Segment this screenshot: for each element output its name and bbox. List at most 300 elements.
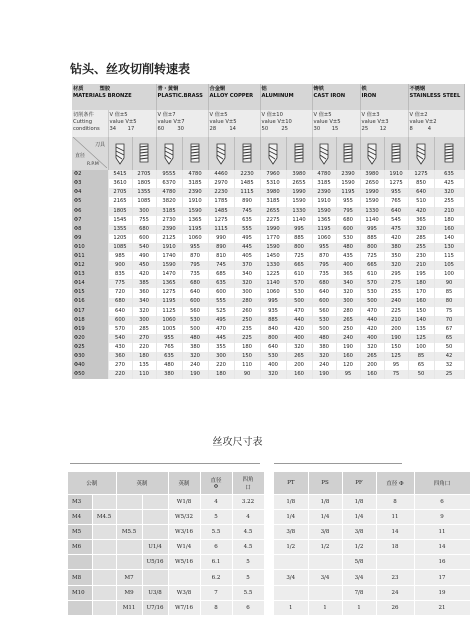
rpm-cell: 350 <box>384 252 408 261</box>
tap-row <box>68 524 264 539</box>
material-label-en: IRON <box>361 92 377 99</box>
diameter-cell: Φ17 <box>72 307 108 316</box>
diameter-cell: Φ18 <box>72 316 108 325</box>
tap-cell: M9 <box>116 585 142 600</box>
rpm-cell: 85 <box>434 288 464 297</box>
rpm-cell: 735 <box>182 270 208 279</box>
rpm-cell: 2650 <box>360 179 384 188</box>
tap-cell: 14 <box>414 540 470 555</box>
rpm-cell: 570 <box>108 325 132 334</box>
rpm-cell: 600 <box>312 298 336 307</box>
material-label-en: STAINLESS STEEL <box>409 92 461 99</box>
rpm-cell: 125 <box>384 352 408 361</box>
rpm-cell: 445 <box>234 243 260 252</box>
diameter-cell: Φ30 <box>72 352 108 361</box>
rpm-cell: 120 <box>336 361 360 370</box>
tap-cell: 11 <box>414 524 470 539</box>
tap-cell <box>92 540 116 555</box>
rpm-cell: 810 <box>208 252 234 261</box>
rpm-cell: 240 <box>312 361 336 370</box>
tap-cell: 7 <box>200 585 232 600</box>
rpm-cell: 280 <box>336 307 360 316</box>
cutting-conditions-label: 切削条件 Cutting conditions <box>72 110 108 137</box>
tap-cell <box>92 570 116 585</box>
rpm-cell: 500 <box>360 298 384 307</box>
tap-icon <box>442 142 456 166</box>
tap-cell: 3/8 <box>342 524 376 539</box>
tap-cell: 1/8 <box>342 494 376 509</box>
tap-cell: U1/4 <box>142 540 168 555</box>
tap-icon <box>434 137 464 170</box>
tap-cell: 3/8 <box>274 524 308 539</box>
tap-cell <box>116 540 142 555</box>
tap-cell <box>274 585 308 600</box>
rpm-cell: 1365 <box>312 216 336 225</box>
rpm-cell: 2230 <box>234 170 260 179</box>
material-label-cn: 青・黄铜 <box>157 86 179 92</box>
rpm-cell: 955 <box>156 334 182 343</box>
material-header-cell <box>72 84 156 110</box>
rpm-cell: 320 <box>384 261 408 270</box>
condition-cell: V 值±7 value V±7 60 30 <box>156 110 208 137</box>
rpm-cell: 380 <box>156 370 182 379</box>
rpm-cell: 420 <box>360 325 384 334</box>
rpm-cell: 125 <box>408 334 434 343</box>
tap-cell <box>308 555 342 570</box>
diameter-cell: Φ10 <box>72 243 108 252</box>
rpm-cell: 3980 <box>360 170 384 179</box>
rpm-cell: 1330 <box>260 261 286 270</box>
rpm-cell: 260 <box>234 307 260 316</box>
rpm-cell: 5310 <box>260 179 286 188</box>
rpm-cell: 255 <box>434 197 464 206</box>
rpm-cell: 300 <box>132 207 156 216</box>
diameter-cell: Φ6 <box>72 207 108 216</box>
tap-cell <box>68 600 92 615</box>
rpm-cell: 795 <box>182 261 208 270</box>
material-header-cell <box>260 84 312 110</box>
rpm-cell: 255 <box>384 288 408 297</box>
tap-cell: 5 <box>200 509 232 524</box>
tap-cell: 1/2 <box>342 540 376 555</box>
rpm-cell: 3185 <box>182 179 208 188</box>
rpm-cell: 240 <box>384 298 408 307</box>
diameter-cell: Φ15 <box>72 288 108 297</box>
rpm-cell: 285 <box>132 325 156 334</box>
tap-left-header-row <box>68 472 264 494</box>
tap-cell: 8 <box>200 600 232 615</box>
rpm-cell: 42 <box>434 352 464 361</box>
speed-table <box>72 84 465 379</box>
tap-cell: M8 <box>68 570 92 585</box>
rpm-cell: 170 <box>408 288 434 297</box>
drill-bit-icon <box>156 137 182 170</box>
condition-cell: V 值±5 value V±5 28 14 <box>208 110 260 137</box>
speed-row <box>72 225 464 234</box>
tap-cell: 3/8 <box>308 524 342 539</box>
rpm-cell: 480 <box>336 243 360 252</box>
rpm-cell: 300 <box>234 288 260 297</box>
material-label-en: ALLOY COPPER <box>209 92 254 99</box>
rpm-cell: 640 <box>384 207 408 216</box>
rpm-cell: 850 <box>408 179 434 188</box>
rpm-cell: 1115 <box>208 225 234 234</box>
tap-cell <box>92 494 116 509</box>
rpm-cell: 400 <box>360 334 384 343</box>
diameter-cell: Φ2 <box>72 170 108 179</box>
rpm-cell: 1355 <box>132 188 156 197</box>
tap-icon <box>384 137 408 170</box>
tap-cell <box>116 494 142 509</box>
rpm-cell: 190 <box>336 343 360 352</box>
tap-icon <box>188 142 202 166</box>
rpm-cell: 1195 <box>182 225 208 234</box>
tap-cell: 3/4 <box>274 570 308 585</box>
rpm-cell: 320 <box>182 352 208 361</box>
rpm-cell: 480 <box>156 361 182 370</box>
rpm-cell: 195 <box>408 270 434 279</box>
diameter-cell: Φ40 <box>72 361 108 370</box>
rpm-cell: 635 <box>234 216 260 225</box>
drill-bit-icon <box>317 142 331 166</box>
condition-cell: V 值±10 value V±10 50 25 <box>260 110 312 137</box>
tap-row <box>274 540 470 555</box>
tool-label: 刀具 <box>94 142 105 148</box>
rpm-cell: 840 <box>260 325 286 334</box>
tap-cell: 1/4 <box>308 509 342 524</box>
tap-row <box>274 585 470 600</box>
rpm-cell: 1740 <box>156 252 182 261</box>
tap-cell: W5/32 <box>168 509 200 524</box>
diameter-cell: Φ20 <box>72 334 108 343</box>
tap-cell <box>92 524 116 539</box>
rpm-cell: 530 <box>360 288 384 297</box>
rpm-cell: 1140 <box>360 216 384 225</box>
rpm-cell: 50 <box>434 343 464 352</box>
rpm-cell: 135 <box>408 325 434 334</box>
rpm-cell: 1590 <box>182 207 208 216</box>
tap-cell <box>92 555 116 570</box>
diameter-cell: Φ12 <box>72 261 108 270</box>
material-label-en: MATERIALS BRONZE <box>73 92 132 99</box>
rpm-cell: 85 <box>408 352 434 361</box>
tap-cell: 9 <box>414 509 470 524</box>
rpm-cell: 385 <box>132 279 156 288</box>
rpm-cell: 1195 <box>156 298 182 307</box>
rpm-cell: 640 <box>108 307 132 316</box>
rpm-cell: 4460 <box>208 170 234 179</box>
rpm-cell: 540 <box>132 243 156 252</box>
rpm-cell: 680 <box>336 216 360 225</box>
rpm-cell: 490 <box>132 252 156 261</box>
rpm-cell: 985 <box>108 252 132 261</box>
rpm-cell: 380 <box>182 343 208 352</box>
tap-cell: M4.5 <box>92 509 116 524</box>
rpm-cell: 220 <box>108 370 132 379</box>
rpm-cell: 800 <box>260 334 286 343</box>
diameter-cell: Φ8 <box>72 225 108 234</box>
rpm-cell: 1805 <box>108 207 132 216</box>
rpm-cell: 270 <box>132 334 156 343</box>
rpm-cell: 105 <box>434 261 464 270</box>
material-header-row <box>72 84 464 110</box>
rpm-cell: 70 <box>434 316 464 325</box>
speed-row <box>72 179 464 188</box>
rpm-cell: 1060 <box>156 316 182 325</box>
tap-cell <box>68 555 92 570</box>
rpm-cell: 300 <box>132 316 156 325</box>
material-label-en: CAST IRON <box>313 92 346 99</box>
rpm-cell: 450 <box>132 261 156 270</box>
rpm-cell: 2730 <box>156 216 182 225</box>
tap-icon <box>286 137 312 170</box>
drill-bit-icon <box>260 137 286 170</box>
rpm-cell: 1205 <box>108 234 132 243</box>
rpm-cell: 870 <box>312 252 336 261</box>
tap-row <box>274 555 470 570</box>
speed-row <box>72 370 464 379</box>
speed-row <box>72 298 464 307</box>
rpm-cell: 300 <box>208 352 234 361</box>
rpm-cell: 1365 <box>156 279 182 288</box>
tap-cell <box>142 494 168 509</box>
rpm-cell: 320 <box>234 279 260 288</box>
header-imperial-1: 英制 <box>116 472 168 494</box>
tap-cell: 1 <box>342 600 376 615</box>
tap-cell: 8 <box>376 494 414 509</box>
speed-row <box>72 352 464 361</box>
rpm-cell: 225 <box>234 334 260 343</box>
tap-cell <box>142 509 168 524</box>
tap-cell: W3/16 <box>168 524 200 539</box>
rpm-cell: 160 <box>286 370 312 379</box>
rpm-cell: 67 <box>434 325 464 334</box>
diameter-cell: Φ19 <box>72 325 108 334</box>
rpm-cell: 635 <box>156 352 182 361</box>
rpm-cell: 445 <box>208 334 234 343</box>
rpm-cell: 1485 <box>208 207 234 216</box>
tap-cell: M5 <box>68 524 92 539</box>
rpm-cell: 180 <box>434 216 464 225</box>
rpm-cell: 240 <box>182 361 208 370</box>
rpm-cell: 3185 <box>260 197 286 206</box>
rpm-cell: 1770 <box>260 234 286 243</box>
tap-cell: 1/8 <box>274 494 308 509</box>
tap-icon <box>389 142 403 166</box>
rpm-cell: 340 <box>234 270 260 279</box>
rpm-cell: 1990 <box>286 188 312 197</box>
material-label-extra: 塑胶 <box>99 86 111 92</box>
diameter-cell: Φ3 <box>72 179 108 188</box>
drill-bit-icon <box>108 137 132 170</box>
rpm-cell: 955 <box>312 243 336 252</box>
speed-row <box>72 316 464 325</box>
rpm-cell: 600 <box>132 234 156 243</box>
condition-cell: V 值±5 value V±5 34 17 <box>108 110 156 137</box>
tap-cell: 3/4 <box>342 570 376 585</box>
tap-cell: U5/16 <box>142 555 168 570</box>
rpm-cell: 640 <box>260 343 286 352</box>
rpm-cell: 530 <box>312 316 336 325</box>
tap-icon <box>336 137 360 170</box>
rpm-cell: 265 <box>336 316 360 325</box>
rpm-cell: 2655 <box>286 179 312 188</box>
rpm-cell: 525 <box>208 307 234 316</box>
rpm-cell: 95 <box>336 370 360 379</box>
rpm-cell: 100 <box>434 270 464 279</box>
rpm-cell: 2390 <box>182 188 208 197</box>
rpm-cell: 765 <box>156 343 182 352</box>
rpm-cell: 2390 <box>156 225 182 234</box>
rpm-cell: 420 <box>132 270 156 279</box>
drill-bit-icon <box>113 142 127 166</box>
speed-row <box>72 234 464 243</box>
tap-cell: 17 <box>414 570 470 585</box>
rpm-cell: 600 <box>108 316 132 325</box>
rpm-cell: 180 <box>208 370 234 379</box>
drill-bit-icon <box>208 137 234 170</box>
rpm-cell: 420 <box>286 325 312 334</box>
rpm-cell: 1275 <box>408 170 434 179</box>
rpm-cell: 275 <box>384 279 408 288</box>
tap-cell: 6 <box>232 600 264 615</box>
rpm-cell: 800 <box>286 243 312 252</box>
material-header-cell <box>360 84 408 110</box>
speed-row <box>72 197 464 206</box>
tap-cell: U7/16 <box>142 600 168 615</box>
tap-row <box>68 494 264 509</box>
rpm-cell: 1450 <box>260 252 286 261</box>
rpm-cell: 1195 <box>312 225 336 234</box>
material-label-en: ALUMINUM <box>261 92 294 99</box>
tap-cell: 6 <box>414 494 470 509</box>
tap-row <box>68 540 264 555</box>
rpm-cell: 5415 <box>108 170 132 179</box>
rpm-cell: 440 <box>286 316 312 325</box>
rpm-cell: 355 <box>208 343 234 352</box>
rpm-cell: 555 <box>234 225 260 234</box>
rpm-cell: 1785 <box>208 197 234 206</box>
rpm-cell: 545 <box>384 216 408 225</box>
rpm-cell: 32 <box>434 361 464 370</box>
material-header-cell <box>408 84 464 110</box>
rpm-cell: 90 <box>434 279 464 288</box>
rpm-cell: 1275 <box>384 179 408 188</box>
tap-cell <box>142 570 168 585</box>
tap-cell: 18 <box>376 540 414 555</box>
rpm-cell: 1365 <box>182 216 208 225</box>
drill-bit-icon <box>312 137 336 170</box>
rpm-cell: 890 <box>234 197 260 206</box>
drill-bit-icon <box>408 137 434 170</box>
rpm-cell: 210 <box>408 261 434 270</box>
rpm-cell: 95 <box>384 361 408 370</box>
rpm-cell: 555 <box>208 298 234 307</box>
condition-cell: V 值±2 value V±2 8 4 <box>408 110 464 137</box>
header-square: 四角 口 <box>232 472 264 494</box>
diameter-cell: Φ50 <box>72 370 108 379</box>
speed-row <box>72 334 464 343</box>
tap-cell: M10 <box>68 585 92 600</box>
rpm-cell: 150 <box>384 343 408 352</box>
tap-cell: M11 <box>116 600 142 615</box>
rpm-cell: 265 <box>286 352 312 361</box>
rpm-cell: 955 <box>336 197 360 206</box>
rpm-cell: 180 <box>408 279 434 288</box>
rpm-cell: 475 <box>384 225 408 234</box>
header-pt: PT <box>274 472 308 494</box>
rpm-cell: 320 <box>360 343 384 352</box>
rpm-cell: 240 <box>336 334 360 343</box>
tap-cell: 6.1 <box>200 555 232 570</box>
tap-cell: 4.5 <box>232 540 264 555</box>
rpm-cell: 470 <box>208 325 234 334</box>
tap-cell: 14 <box>376 524 414 539</box>
tool-icon-row <box>72 137 464 170</box>
rpm-cell: 1910 <box>312 197 336 206</box>
rpm-cell: 685 <box>208 270 234 279</box>
rpm-cell: 1225 <box>260 270 286 279</box>
rpm-cell: 640 <box>312 288 336 297</box>
material-label-cn: 铁 <box>361 86 367 92</box>
material-label-cn: 材质 <box>73 86 84 92</box>
rpm-cell: 150 <box>234 352 260 361</box>
drill-bit-icon <box>414 142 428 166</box>
speed-row <box>72 343 464 352</box>
rpm-cell: 340 <box>336 279 360 288</box>
rpm-cell: 680 <box>312 279 336 288</box>
rpm-cell: 75 <box>384 370 408 379</box>
rpm-cell: 320 <box>132 307 156 316</box>
rpm-cell: 220 <box>132 343 156 352</box>
material-label-cn: 铸铁 <box>313 86 324 92</box>
rpm-cell: 250 <box>336 325 360 334</box>
rpm-cell: 995 <box>260 298 286 307</box>
rpm-cell: 500 <box>182 325 208 334</box>
tool-diameter-rpm-header <box>72 137 108 170</box>
rpm-cell: 955 <box>182 243 208 252</box>
speed-row <box>72 361 464 370</box>
speed-row <box>72 325 464 334</box>
rpm-cell: 1060 <box>312 234 336 243</box>
rpm-cell: 3980 <box>286 170 312 179</box>
rpm-cell: 1545 <box>108 216 132 225</box>
rpm-cell: 80 <box>434 298 464 307</box>
tap-cell <box>92 600 116 615</box>
rpm-cell: 190 <box>312 370 336 379</box>
rpm-cell: 530 <box>286 288 312 297</box>
diameter-cell: Φ14 <box>72 279 108 288</box>
tap-cell: 1/4 <box>342 509 376 524</box>
rpm-cell: 425 <box>434 179 464 188</box>
tap-cell: M5.5 <box>116 524 142 539</box>
tap-table-title: 丝攻尺寸表 <box>212 437 263 448</box>
speed-row <box>72 279 464 288</box>
rpm-cell: 2390 <box>312 188 336 197</box>
rpm-cell: 1330 <box>286 207 312 216</box>
tap-right-header-row <box>274 472 470 494</box>
rpm-cell: 210 <box>434 207 464 216</box>
rpm-cell: 1060 <box>260 288 286 297</box>
tap-cell: 6.2 <box>200 570 232 585</box>
tap-cell: 5 <box>232 555 264 570</box>
speed-row <box>72 261 464 270</box>
rpm-cell: 255 <box>408 243 434 252</box>
rpm-cell: 635 <box>434 170 464 179</box>
tap-cell: 1/2 <box>308 540 342 555</box>
rpm-cell: 90 <box>234 370 260 379</box>
rpm-cell: 7960 <box>260 170 286 179</box>
